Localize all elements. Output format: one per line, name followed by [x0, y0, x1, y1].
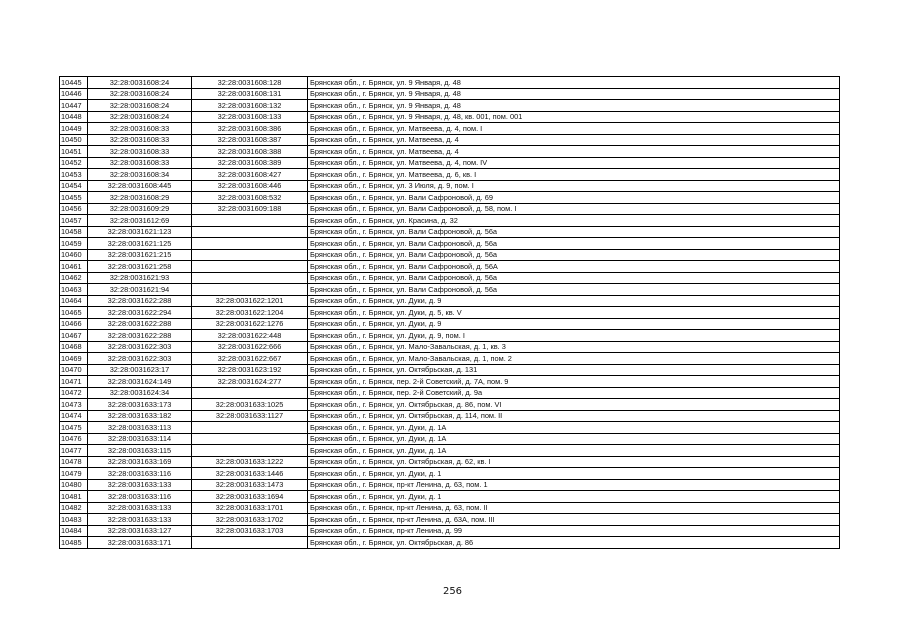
table-row	[60, 353, 840, 365]
land-cadastral-number-cell: 32:28:0031633:133	[88, 502, 192, 514]
address-cell: Брянская обл., г. Брянск, ул. Октябрьская, д. 62, кв. I	[308, 456, 840, 468]
land-cadastral-number-cell: 32:28:0031608:33	[88, 146, 192, 158]
land-cadastral-number-cell: 32:28:0031633:133	[88, 514, 192, 526]
row-number-cell: 10476	[60, 433, 88, 445]
table-row	[60, 203, 840, 215]
row-number-cell: 10463	[60, 284, 88, 296]
land-cadastral-number-cell: 32:28:0031621:94	[88, 284, 192, 296]
address-cell: Брянская обл., г. Брянск, ул. Дуки, д. 1	[308, 468, 840, 480]
table-row	[60, 146, 840, 158]
land-cadastral-number-cell: 32:28:0031633:116	[88, 468, 192, 480]
land-cadastral-number-cell: 32:28:0031608:24	[88, 77, 192, 89]
table-row	[60, 433, 840, 445]
table-row	[60, 77, 840, 89]
row-number-cell: 10477	[60, 445, 88, 457]
object-cadastral-number-cell: 32:28:0031622:667	[192, 353, 308, 365]
row-number-cell: 10446	[60, 88, 88, 100]
address-cell: Брянская обл., г. Брянск, пер. 2-й Советский, д. 9а	[308, 387, 840, 399]
object-cadastral-number-cell: 32:28:0031608:427	[192, 169, 308, 181]
table-row	[60, 341, 840, 353]
row-number-cell: 10447	[60, 100, 88, 112]
page-number: 256	[442, 586, 463, 597]
address-cell: Брянская обл., г. Брянск, ул. Вали Сафроновой, д. 58, пом. I	[308, 203, 840, 215]
table-row	[60, 537, 840, 549]
table-row	[60, 479, 840, 491]
table-row	[60, 456, 840, 468]
row-number-cell: 10465	[60, 307, 88, 319]
table-row	[60, 215, 840, 227]
table-row	[60, 180, 840, 192]
land-cadastral-number-cell: 32:28:0031623:17	[88, 364, 192, 376]
land-cadastral-number-cell: 32:28:0031633:169	[88, 456, 192, 468]
row-number-cell: 10484	[60, 525, 88, 537]
object-cadastral-number-cell: 32:28:0031622:1276	[192, 318, 308, 330]
address-cell: Брянская обл., г. Брянск, ул. Вали Сафроновой, д. 56а	[308, 249, 840, 261]
address-cell: Брянская обл., г. Брянск, пр-кт Ленина, д. 63А, пом. III	[308, 514, 840, 526]
table-row	[60, 295, 840, 307]
address-cell: Брянская обл., г. Брянск, ул. Матвеева, д. 6, кв. I	[308, 169, 840, 181]
object-cadastral-number-cell	[192, 261, 308, 273]
row-number-cell: 10457	[60, 215, 88, 227]
table-row	[60, 364, 840, 376]
object-cadastral-number-cell: 32:28:0031633:1222	[192, 456, 308, 468]
land-cadastral-number-cell: 32:28:0031621:215	[88, 249, 192, 261]
row-number-cell: 10445	[60, 77, 88, 89]
address-cell: Брянская обл., г. Брянск, ул. Вали Сафроновой, д. 56а	[308, 284, 840, 296]
address-cell: Брянская обл., г. Брянск, ул. Дуки, д. 1А	[308, 445, 840, 457]
table-row	[60, 192, 840, 204]
row-number-cell: 10474	[60, 410, 88, 422]
land-cadastral-number-cell: 32:28:0031608:33	[88, 123, 192, 135]
row-number-cell: 10475	[60, 422, 88, 434]
land-cadastral-number-cell: 32:28:0031633:173	[88, 399, 192, 411]
row-number-cell: 10481	[60, 491, 88, 503]
object-cadastral-number-cell: 32:28:0031633:1473	[192, 479, 308, 491]
object-cadastral-number-cell	[192, 226, 308, 238]
address-cell: Брянская обл., г. Брянск, ул. Дуки, д. 9, пом. I	[308, 330, 840, 342]
object-cadastral-number-cell: 32:28:0031633:1701	[192, 502, 308, 514]
row-number-cell: 10448	[60, 111, 88, 123]
object-cadastral-number-cell	[192, 445, 308, 457]
land-cadastral-number-cell: 32:28:0031622:288	[88, 295, 192, 307]
object-cadastral-number-cell: 32:28:0031633:1702	[192, 514, 308, 526]
table-row	[60, 226, 840, 238]
table-row	[60, 514, 840, 526]
row-number-cell: 10472	[60, 387, 88, 399]
object-cadastral-number-cell: 32:28:0031608:386	[192, 123, 308, 135]
land-cadastral-number-cell: 32:28:0031622:303	[88, 353, 192, 365]
row-number-cell: 10456	[60, 203, 88, 215]
row-number-cell: 10466	[60, 318, 88, 330]
table-row	[60, 410, 840, 422]
land-cadastral-number-cell: 32:28:0031612:69	[88, 215, 192, 227]
land-cadastral-number-cell: 32:28:0031621:125	[88, 238, 192, 250]
object-cadastral-number-cell	[192, 284, 308, 296]
land-cadastral-number-cell: 32:28:0031609:29	[88, 203, 192, 215]
land-cadastral-number-cell: 32:28:0031621:258	[88, 261, 192, 273]
row-number-cell: 10460	[60, 249, 88, 261]
registry-table-body	[60, 77, 840, 549]
land-cadastral-number-cell: 32:28:0031633:133	[88, 479, 192, 491]
address-cell: Брянская обл., г. Брянск, ул. Мало-Завальская, д. 1, кв. 3	[308, 341, 840, 353]
address-cell: Брянская обл., г. Брянск, ул. 3 Июля, д. 9, пом. I	[308, 180, 840, 192]
address-cell: Брянская обл., г. Брянск, ул. 9 Января, д. 48	[308, 77, 840, 89]
object-cadastral-number-cell: 32:28:0031608:389	[192, 157, 308, 169]
row-number-cell: 10454	[60, 180, 88, 192]
address-cell: Брянская обл., г. Брянск, ул. Дуки, д. 1	[308, 491, 840, 503]
table-row	[60, 502, 840, 514]
object-cadastral-number-cell: 32:28:0031622:448	[192, 330, 308, 342]
address-cell: Брянская обл., г. Брянск, ул. Матвеева, д. 4, пом. IV	[308, 157, 840, 169]
object-cadastral-number-cell: 32:28:0031608:128	[192, 77, 308, 89]
table-row	[60, 238, 840, 250]
row-number-cell: 10461	[60, 261, 88, 273]
object-cadastral-number-cell: 32:28:0031622:1201	[192, 295, 308, 307]
address-cell: Брянская обл., г. Брянск, пр-кт Ленина, д. 99	[308, 525, 840, 537]
address-cell: Брянская обл., г. Брянск, пер. 2-й Советский, д. 7А, пом. 9	[308, 376, 840, 388]
object-cadastral-number-cell: 32:28:0031608:132	[192, 100, 308, 112]
row-number-cell: 10473	[60, 399, 88, 411]
land-cadastral-number-cell: 32:28:0031633:171	[88, 537, 192, 549]
object-cadastral-number-cell	[192, 433, 308, 445]
land-cadastral-number-cell: 32:28:0031622:294	[88, 307, 192, 319]
object-cadastral-number-cell: 32:28:0031633:1446	[192, 468, 308, 480]
property-registry-table	[59, 76, 840, 549]
row-number-cell: 10455	[60, 192, 88, 204]
address-cell: Брянская обл., г. Брянск, ул. Дуки, д. 1А	[308, 422, 840, 434]
row-number-cell: 10469	[60, 353, 88, 365]
row-number-cell: 10470	[60, 364, 88, 376]
address-cell: Брянская обл., г. Брянск, ул. Дуки, д. 9	[308, 295, 840, 307]
table-row	[60, 157, 840, 169]
object-cadastral-number-cell: 32:28:0031608:133	[192, 111, 308, 123]
land-cadastral-number-cell: 32:28:0031608:24	[88, 111, 192, 123]
land-cadastral-number-cell: 32:28:0031608:24	[88, 88, 192, 100]
land-cadastral-number-cell: 32:28:0031633:113	[88, 422, 192, 434]
object-cadastral-number-cell	[192, 238, 308, 250]
row-number-cell: 10480	[60, 479, 88, 491]
row-number-cell: 10464	[60, 295, 88, 307]
row-number-cell: 10451	[60, 146, 88, 158]
address-cell: Брянская обл., г. Брянск, ул. Вали Сафроновой, д. 56А	[308, 261, 840, 273]
address-cell: Брянская обл., г. Брянск, ул. Октябрьская, д. 131	[308, 364, 840, 376]
land-cadastral-number-cell: 32:28:0031608:24	[88, 100, 192, 112]
table-row	[60, 387, 840, 399]
address-cell: Брянская обл., г. Брянск, ул. Дуки, д. 9	[308, 318, 840, 330]
object-cadastral-number-cell: 32:28:0031608:532	[192, 192, 308, 204]
land-cadastral-number-cell: 32:28:0031633:127	[88, 525, 192, 537]
row-number-cell: 10462	[60, 272, 88, 284]
table-row	[60, 100, 840, 112]
row-number-cell: 10479	[60, 468, 88, 480]
land-cadastral-number-cell: 32:28:0031608:29	[88, 192, 192, 204]
row-number-cell: 10478	[60, 456, 88, 468]
land-cadastral-number-cell: 32:28:0031624:149	[88, 376, 192, 388]
land-cadastral-number-cell: 32:28:0031622:288	[88, 318, 192, 330]
table-row	[60, 422, 840, 434]
table-row	[60, 525, 840, 537]
row-number-cell: 10452	[60, 157, 88, 169]
object-cadastral-number-cell: 32:28:0031609:188	[192, 203, 308, 215]
object-cadastral-number-cell: 32:28:0031633:1703	[192, 525, 308, 537]
address-cell: Брянская обл., г. Брянск, ул. Дуки, д. 5, кв. V	[308, 307, 840, 319]
address-cell: Брянская обл., г. Брянск, пр-кт Ленина, д. 63, пом. II	[308, 502, 840, 514]
row-number-cell: 10467	[60, 330, 88, 342]
address-cell: Брянская обл., г. Брянск, ул. Вали Сафроновой, д. 56а	[308, 238, 840, 250]
row-number-cell: 10449	[60, 123, 88, 135]
table-row	[60, 284, 840, 296]
land-cadastral-number-cell: 32:28:0031633:182	[88, 410, 192, 422]
object-cadastral-number-cell	[192, 249, 308, 261]
table-row	[60, 261, 840, 273]
address-cell: Брянская обл., г. Брянск, ул. Дуки, д. 1А	[308, 433, 840, 445]
table-row	[60, 318, 840, 330]
land-cadastral-number-cell: 32:28:0031633:115	[88, 445, 192, 457]
address-cell: Брянская обл., г. Брянск, ул. 9 Января, д. 48	[308, 88, 840, 100]
table-row	[60, 491, 840, 503]
land-cadastral-number-cell: 32:28:0031624:34	[88, 387, 192, 399]
table-row	[60, 88, 840, 100]
table-row	[60, 468, 840, 480]
address-cell: Брянская обл., г. Брянск, ул. 9 Января, д. 48	[308, 100, 840, 112]
address-cell: Брянская обл., г. Брянск, пр-кт Ленина, д. 63, пом. 1	[308, 479, 840, 491]
table-row	[60, 169, 840, 181]
address-cell: Брянская обл., г. Брянск, ул. Вали Сафроновой, д. 69	[308, 192, 840, 204]
object-cadastral-number-cell	[192, 537, 308, 549]
land-cadastral-number-cell: 32:28:0031621:123	[88, 226, 192, 238]
address-cell: Брянская обл., г. Брянск, ул. Октябрьская, д. 86	[308, 537, 840, 549]
land-cadastral-number-cell: 32:28:0031633:114	[88, 433, 192, 445]
table-row	[60, 249, 840, 261]
object-cadastral-number-cell: 32:28:0031633:1127	[192, 410, 308, 422]
object-cadastral-number-cell: 32:28:0031623:192	[192, 364, 308, 376]
table-row	[60, 134, 840, 146]
table-row	[60, 330, 840, 342]
address-cell: Брянская обл., г. Брянск, ул. Матвеева, д. 4	[308, 146, 840, 158]
address-cell: Брянская обл., г. Брянск, ул. Вали Сафроновой, д. 56а	[308, 272, 840, 284]
land-cadastral-number-cell: 32:28:0031621:93	[88, 272, 192, 284]
address-cell: Брянская обл., г. Брянск, ул. Матвеева, д. 4, пом. I	[308, 123, 840, 135]
table-row	[60, 272, 840, 284]
address-cell: Брянская обл., г. Брянск, ул. Мало-Завальская, д. 1, пом. 2	[308, 353, 840, 365]
row-number-cell: 10459	[60, 238, 88, 250]
object-cadastral-number-cell	[192, 387, 308, 399]
row-number-cell: 10485	[60, 537, 88, 549]
land-cadastral-number-cell: 32:28:0031608:34	[88, 169, 192, 181]
object-cadastral-number-cell: 32:28:0031622:666	[192, 341, 308, 353]
object-cadastral-number-cell: 32:28:0031622:1204	[192, 307, 308, 319]
land-cadastral-number-cell: 32:28:0031608:445	[88, 180, 192, 192]
table-row	[60, 445, 840, 457]
row-number-cell: 10458	[60, 226, 88, 238]
object-cadastral-number-cell	[192, 215, 308, 227]
address-cell: Брянская обл., г. Брянск, ул. 9 Января, д. 48, кв. 001, пом. 001	[308, 111, 840, 123]
land-cadastral-number-cell: 32:28:0031622:303	[88, 341, 192, 353]
table-row	[60, 376, 840, 388]
row-number-cell: 10483	[60, 514, 88, 526]
address-cell: Брянская обл., г. Брянск, ул. Красина, д. 32	[308, 215, 840, 227]
object-cadastral-number-cell: 32:28:0031608:446	[192, 180, 308, 192]
address-cell: Брянская обл., г. Брянск, ул. Октябрьская, д. 114, пом. II	[308, 410, 840, 422]
object-cadastral-number-cell: 32:28:0031624:277	[192, 376, 308, 388]
row-number-cell: 10482	[60, 502, 88, 514]
land-cadastral-number-cell: 32:28:0031622:288	[88, 330, 192, 342]
object-cadastral-number-cell: 32:28:0031608:388	[192, 146, 308, 158]
address-cell: Брянская обл., г. Брянск, ул. Октябрьская, д. 86, пом. VI	[308, 399, 840, 411]
table-row	[60, 123, 840, 135]
object-cadastral-number-cell: 32:28:0031633:1694	[192, 491, 308, 503]
object-cadastral-number-cell: 32:28:0031633:1025	[192, 399, 308, 411]
address-cell: Брянская обл., г. Брянск, ул. Вали Сафроновой, д. 56а	[308, 226, 840, 238]
row-number-cell: 10471	[60, 376, 88, 388]
row-number-cell: 10468	[60, 341, 88, 353]
land-cadastral-number-cell: 32:28:0031633:116	[88, 491, 192, 503]
object-cadastral-number-cell: 32:28:0031608:387	[192, 134, 308, 146]
object-cadastral-number-cell: 32:28:0031608:131	[192, 88, 308, 100]
address-cell: Брянская обл., г. Брянск, ул. Матвеева, д. 4	[308, 134, 840, 146]
object-cadastral-number-cell	[192, 272, 308, 284]
object-cadastral-number-cell	[192, 422, 308, 434]
table-row	[60, 307, 840, 319]
row-number-cell: 10450	[60, 134, 88, 146]
table-row	[60, 111, 840, 123]
land-cadastral-number-cell: 32:28:0031608:33	[88, 157, 192, 169]
table-row	[60, 399, 840, 411]
row-number-cell: 10453	[60, 169, 88, 181]
land-cadastral-number-cell: 32:28:0031608:33	[88, 134, 192, 146]
